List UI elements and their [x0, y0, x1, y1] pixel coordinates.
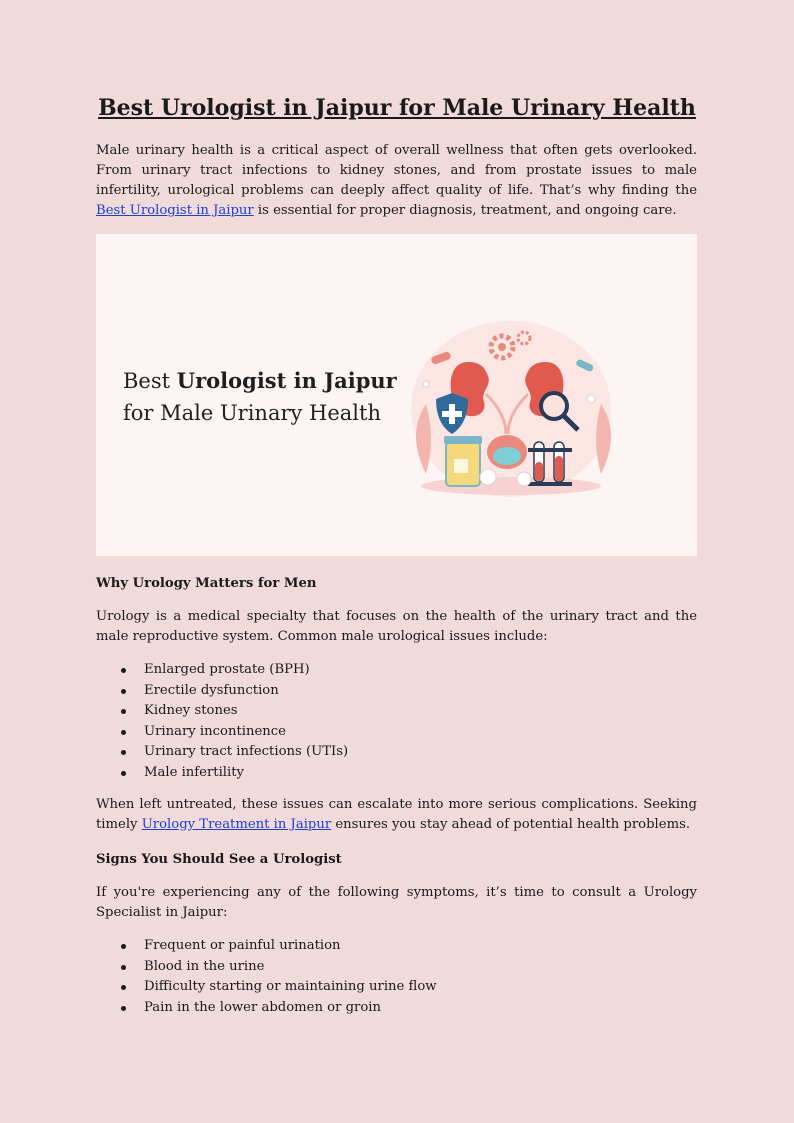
section1-paragraph: Urology is a medical specialty that focuses on the health of the urinary tract and the male reproductive system. Common male urological issues include:: [96, 609, 697, 644]
hero-line1-bold: Urologist in Jaipur: [176, 368, 397, 393]
list-item: Erectile dysfunction: [96, 681, 697, 702]
list-item: Male infertility: [96, 763, 697, 784]
list-item: Difficulty starting or maintaining urine flow: [96, 977, 697, 998]
closing-text-after: ensures you stay ahead of potential health problems.: [331, 817, 691, 832]
page-title: Best Urologist in Jaipur for Male Urinary Health: [98, 95, 696, 121]
section1-closing: [96, 795, 697, 835]
list-item: Blood in the urine: [96, 957, 697, 978]
list-item: Kidney stones: [96, 701, 697, 722]
intro-paragraph: [96, 141, 697, 221]
hero-line1-prefix: Best: [123, 369, 177, 393]
section2-heading: Signs You Should See a Urologist: [96, 852, 342, 867]
list-item: Pain in the lower abdomen or groin: [96, 998, 697, 1019]
section2-list: [96, 936, 697, 1018]
section1-heading: Why Urology Matters for Men: [96, 576, 317, 591]
section2-paragraph: If you're experiencing any of the following symptoms, it’s time to consult a Urology Specialist in Jaipur:: [96, 885, 697, 920]
hero-line2: for Male Urinary Health: [123, 401, 381, 425]
hero-heading: [123, 365, 397, 429]
list-item: Enlarged prostate (BPH): [96, 660, 697, 681]
intro-text-after: is essential for proper diagnosis, treatment, and ongoing care.: [253, 203, 677, 218]
section1-list: [96, 660, 697, 783]
list-item: Urinary incontinence: [96, 722, 697, 743]
urology-treatment-link[interactable]: Urology Treatment in Jaipur: [141, 817, 332, 832]
section-signs: [96, 850, 697, 1018]
best-urologist-link[interactable]: Best Urologist in Jaipur: [96, 203, 254, 218]
list-item: Urinary tract infections (UTIs): [96, 742, 697, 763]
intro-text-before: Male urinary health is a critical aspect of overall wellness that often gets overlooked. From urinary tract infections to kidney stones, and from prostate issues to male infertility, urological problems can deeply affect quality of life. That’s why finding the: [96, 143, 697, 198]
section-why-urology: [96, 574, 697, 835]
hero-banner: [96, 234, 697, 556]
list-item: Frequent or painful urination: [96, 936, 697, 957]
kidney-urology-illustration: [396, 314, 626, 499]
closing-text-before: When left untreated, these issues can escalate into more serious complications. Seeking timely: [96, 797, 697, 832]
